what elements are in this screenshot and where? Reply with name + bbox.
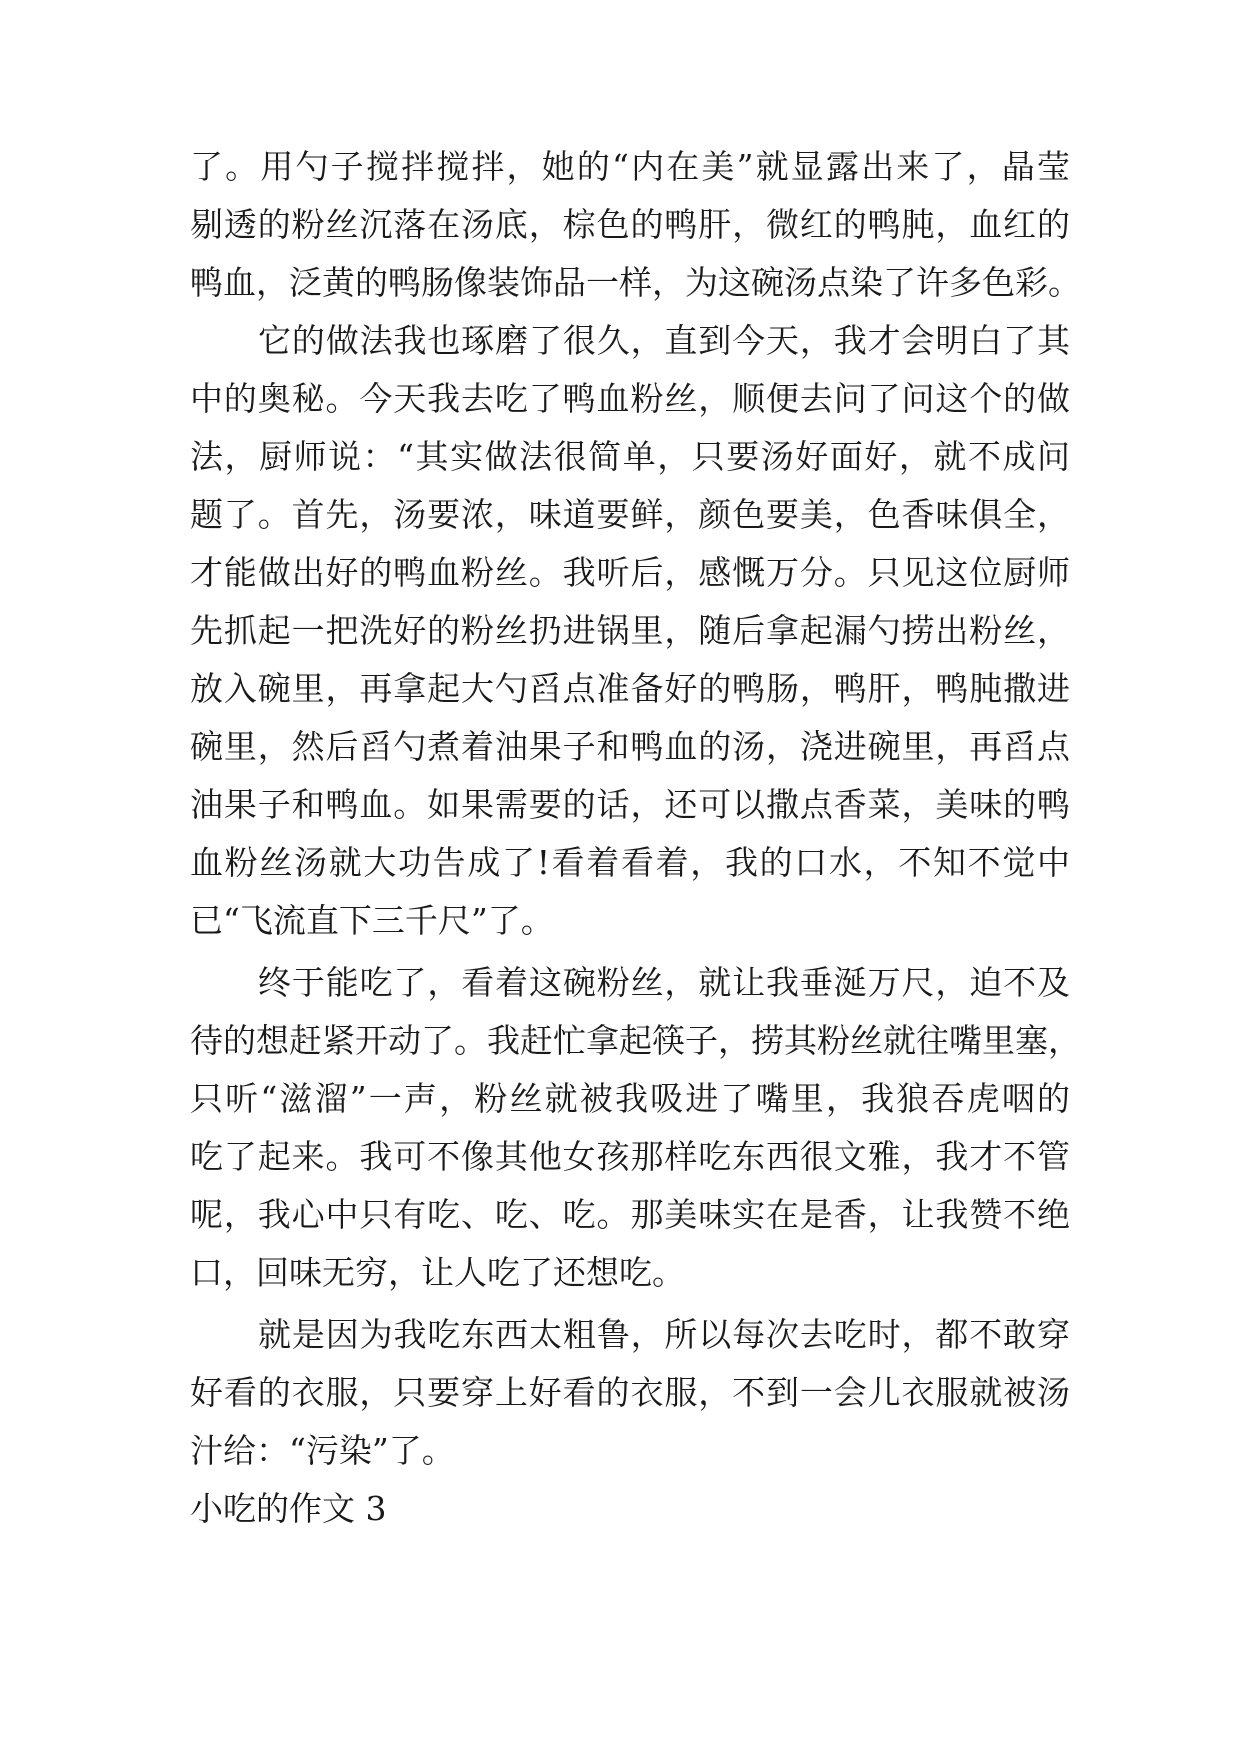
text-line: 口，回味无穷，让人吃了还想吃。: [190, 1253, 685, 1292]
text-line: 待的想赶紧开动了。我赶忙拿起筷子，捞其粉丝就往嘴里塞，: [190, 1021, 1081, 1060]
text-line: 法，厨师说：“其实做法很简单，只要汤好面好，就不成问: [190, 437, 1070, 476]
text-line: 才能做出好的鸭血粉丝。我听后，感慨万分。只见这位厨师: [190, 553, 1070, 592]
text-line: 汁给：“污染”了。: [190, 1431, 455, 1470]
text-line: 先抓起一把洗好的粉丝扔进锅里，随后拿起漏勺捞出粉丝，: [190, 611, 1070, 650]
text-line: 它的做法我也琢磨了很久，直到今天，我才会明白了其: [258, 321, 1070, 360]
text-line: 吃了起来。我可不像其他女孩那样吃东西很文雅，我才不管: [190, 1137, 1070, 1176]
text-line: 中的奥秘。今天我去吃了鸭血粉丝，顺便去问了问这个的做: [190, 379, 1070, 418]
text-line: 碗里，然后舀勺煮着油果子和鸭血的汤，浇进碗里，再舀点: [190, 727, 1070, 766]
text-line: 就是因为我吃东西太粗鲁，所以每次去吃时，都不敢穿: [258, 1315, 1070, 1354]
section-heading: 小吃的作文 3: [190, 1489, 387, 1528]
text-line: 了。用勺子搅拌搅拌，她的“内在美”就显露出来了，晶莹: [190, 147, 1070, 186]
text-line: 题了。首先，汤要浓，味道要鲜，颜色要美，色香味俱全，: [190, 495, 1070, 534]
text-line: 已“飞流直下三千尺”了。: [190, 901, 554, 940]
text-line: 好看的衣服，只要穿上好看的衣服，不到一会儿衣服就被汤: [190, 1373, 1070, 1412]
text-line: 只听“滋溜”一声，粉丝就被我吸进了嘴里，我狼吞虎咽的: [190, 1079, 1070, 1118]
text-line: 油果子和鸭血。如果需要的话，还可以撒点香菜，美味的鸭: [190, 785, 1070, 824]
text-line: 呢，我心中只有吃、吃、吃。那美味实在是香，让我赞不绝: [190, 1195, 1070, 1234]
text-line: 鸭血，泛黄的鸭肠像装饰品一样，为这碗汤点染了许多色彩。: [190, 263, 1081, 302]
text-line: 放入碗里，再拿起大勺舀点准备好的鸭肠，鸭肝，鸭肫撒进: [190, 669, 1070, 708]
text-line: 剔透的粉丝沉落在汤底，棕色的鸭肝，微红的鸭肫，血红的: [190, 205, 1070, 244]
text-line: 终于能吃了，看着这碗粉丝，就让我垂涎万尺，迫不及: [258, 963, 1070, 1002]
text-line: 血粉丝汤就大功告成了!看着看着，我的口水，不知不觉中: [190, 843, 1070, 882]
